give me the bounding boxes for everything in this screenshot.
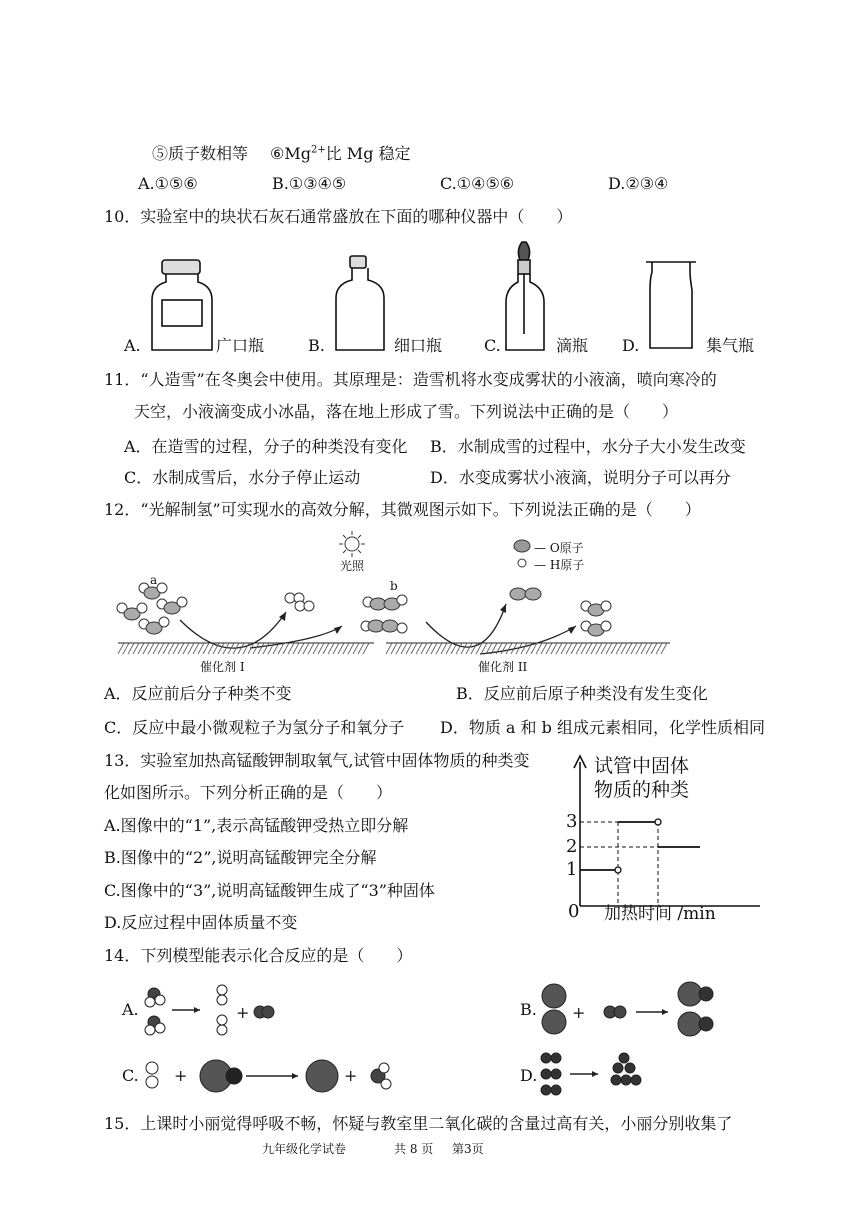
ground-hatch-line — [521, 643, 527, 654]
ground-hatch-line — [446, 643, 452, 654]
ground-hatch-line — [441, 643, 447, 654]
ground-hatch-line — [426, 643, 432, 654]
q12-option-b: B．反应前后原子种类没有发生变化 — [456, 684, 708, 703]
narrow-mouth-bottle-icon — [336, 256, 384, 350]
ground-hatch-line — [591, 643, 597, 654]
ground-hatch-line — [118, 643, 124, 654]
ground-hatch-line — [616, 643, 622, 654]
ground-hatch-line — [358, 643, 364, 654]
ground-hatch-line — [566, 643, 572, 654]
q13-graph-ylabel-1: 试管中固体 — [594, 755, 690, 777]
q9-choice-b: B.①③④⑤ — [272, 174, 347, 193]
ground-hatch-line — [586, 643, 592, 654]
ground-hatch-line — [526, 643, 532, 654]
ground-hatch-line — [631, 643, 637, 654]
q14-label-a: A. — [122, 1000, 139, 1019]
q11-stem-line2: 天空，小液滴变成小冰晶，落在地上形成了雪。下列说法中正确的是（ ） — [134, 402, 679, 421]
ground-hatch-line — [188, 643, 194, 654]
ground-hatch-line — [401, 643, 407, 654]
q13-step-graph — [560, 750, 770, 930]
oxygen-atom-legend-icon — [514, 540, 530, 552]
ground-hatch-line — [268, 643, 274, 654]
q11-option-a: A．在造雪的过程，分子的种类没有变化 — [124, 437, 408, 456]
gas-collecting-bottle-icon — [646, 262, 696, 348]
ground-hatch-line — [143, 643, 149, 654]
q11-option-d: D．水变成雾状小液滴，说明分子可以再分 — [430, 468, 731, 487]
ground-hatch-line — [581, 643, 587, 654]
ground-hatch-line — [193, 643, 199, 654]
q12-option-a: A．反应前后分子种类不变 — [104, 684, 292, 703]
q14-label-c: C. — [122, 1066, 139, 1085]
q11-option-b: B．水制成雪的过程中，水分子大小发生改变 — [430, 437, 746, 456]
q14-model-d — [536, 1050, 656, 1100]
ground-hatch-line — [293, 643, 299, 654]
ground-hatch-line — [636, 643, 642, 654]
q12-legend-hydrogen: — H原子 — [534, 558, 585, 572]
ground-hatch-line — [506, 643, 512, 654]
sun-icon — [339, 531, 365, 557]
q14-stem: 14．下列模型能表示化合反应的是（ ） — [104, 946, 413, 965]
ground-hatch-line — [651, 643, 657, 654]
ground-hatch-line — [163, 643, 169, 654]
ground-hatch-line — [571, 643, 577, 654]
q14-label-d: D. — [520, 1066, 538, 1085]
wide-mouth-bottle-icon — [152, 260, 212, 350]
ground-hatch-line — [243, 643, 249, 654]
ground-hatch-line — [238, 643, 244, 654]
ground-hatch-line — [496, 643, 502, 654]
ground-hatch-line — [343, 643, 349, 654]
ground-hatch-line — [551, 643, 557, 654]
ground-hatch-line — [556, 643, 562, 654]
dropper-bottle-icon — [506, 242, 544, 350]
ground-hatch-line — [283, 643, 289, 654]
q12-option-c: C．反应中最小微观粒子为氢分子和氧分子 — [104, 718, 405, 737]
ground-hatch-line — [303, 643, 309, 654]
ground-hatch-line — [198, 643, 204, 654]
q13-stem-line2: 化如图所示。下列分析正确的是（ ） — [104, 783, 393, 802]
q12-label-b: b — [390, 579, 398, 593]
q13-option-c: C.图像中的“3”,说明高锰酸钾生成了“3”种固体 — [104, 881, 435, 900]
ground-hatch-line — [576, 643, 582, 654]
ground-hatch-line — [466, 643, 472, 654]
q9-choice-c: C.①④⑤⑥ — [440, 174, 515, 193]
ground-hatch-line — [421, 643, 427, 654]
q14-model-c — [120, 1052, 410, 1102]
q9-choice-a: A.①⑤⑥ — [138, 174, 198, 193]
q11-option-c: C．水制成雪后，水分子停止运动 — [124, 468, 361, 487]
ground-hatch-line — [353, 643, 359, 654]
q13-graph-xlabel: 加热时间 /min — [604, 904, 716, 924]
ground-hatch-line — [431, 643, 437, 654]
q10-name-b: 细口瓶 — [394, 336, 443, 355]
ground-hatch-line — [406, 643, 412, 654]
q14-plus-c1: + — [174, 1066, 188, 1085]
ground-hatch-line — [123, 643, 129, 654]
q10-letter-a: A. — [124, 336, 141, 355]
footer-total-pages: 共 8 页 — [394, 1142, 434, 1156]
ground-hatch-line — [173, 643, 179, 654]
ground-hatch-line — [541, 643, 547, 654]
ground-hatch-line — [263, 643, 269, 654]
q9-option-6: $⑥Mg^{2+}$比 Mg 稳定 — [270, 144, 411, 163]
q15-stem: 15．上课时小丽觉得呼吸不畅，怀疑与教室里二氧化碳的含量过高有关，小丽分别收集了 — [104, 1114, 733, 1133]
ground-hatch-line — [318, 643, 324, 654]
q10-stem: 10．实验室中的块状石灰石通常盛放在下面的哪种仪器中（ ） — [104, 207, 573, 226]
ground-hatch-line — [621, 643, 627, 654]
q12-legend-oxygen: — O原子 — [534, 541, 584, 555]
q10-name-d: 集气瓶 — [706, 336, 755, 355]
q14-label-b: B. — [520, 1000, 537, 1019]
ground-hatch-line — [338, 643, 344, 654]
ground-hatch-line — [363, 643, 369, 654]
q13-graph-tick-2: 2 — [566, 836, 578, 857]
ground-hatch-line — [611, 643, 617, 654]
footer-title: 九年级化学试卷 — [262, 1142, 347, 1156]
ground-hatch-line — [208, 643, 214, 654]
q12-catalyst-2: 催化剂 II — [478, 660, 528, 674]
ground-hatch-line — [471, 643, 477, 654]
ground-hatch-line — [328, 643, 334, 654]
q10-name-c: 滴瓶 — [556, 336, 589, 355]
q14-plus-b: + — [572, 1003, 586, 1022]
ground-hatch-line — [178, 643, 184, 654]
ground-hatch-line — [461, 643, 467, 654]
q13-graph-origin: 0 — [568, 901, 580, 922]
q13-option-b: B.图像中的“2”,说明高锰酸钾完全分解 — [104, 848, 377, 867]
ground-hatch-line — [391, 643, 397, 654]
ground-hatch-line — [313, 643, 319, 654]
q12-photolysis-diagram — [100, 530, 760, 675]
ground-hatch-line — [396, 643, 402, 654]
q9-choice-d: D.②③④ — [608, 174, 669, 193]
footer-page-number: 第3页 — [452, 1142, 484, 1156]
ground-hatch-line — [308, 643, 314, 654]
ground-hatch-line — [481, 643, 487, 654]
q12-option-d: D．物质 a 和 b 组成元素相同，化学性质相同 — [440, 718, 765, 737]
ground-hatch-line — [168, 643, 174, 654]
ground-hatch-line — [223, 643, 229, 654]
ground-hatch-line — [536, 643, 542, 654]
ground-hatch-line — [546, 643, 552, 654]
q13-graph-tick-3: 3 — [566, 811, 578, 832]
q14-model-a — [120, 980, 280, 1040]
open-point — [655, 819, 661, 825]
q13-option-a: A.图像中的“1”,表示高锰酸钾受热立即分解 — [104, 816, 409, 835]
ground-hatch-line — [148, 643, 154, 654]
ground-hatch-line — [203, 643, 209, 654]
q12-label-a: a — [150, 573, 158, 587]
ground-hatch-line — [218, 643, 224, 654]
ground-hatch-line — [501, 643, 507, 654]
q14-model-b — [536, 980, 736, 1040]
q10-name-a: 广口瓶 — [216, 336, 265, 355]
ground-hatch-line — [298, 643, 304, 654]
ground-hatch-line — [323, 643, 329, 654]
q12-light-label: 光照 — [340, 559, 365, 573]
ground-hatch-line — [386, 643, 392, 654]
ground-hatch-line — [601, 643, 607, 654]
q12-catalyst-1: 催化剂 I — [200, 660, 245, 674]
q10-letter-d: D. — [622, 336, 640, 355]
ground-hatch-line — [128, 643, 134, 654]
ground-hatch-line — [253, 643, 259, 654]
ground-hatch-line — [606, 643, 612, 654]
q13-stem-line1: 13．实验室加热高锰酸钾制取氧气,试管中固体物质的种类变 — [104, 751, 530, 770]
q13-graph-tick-1: 1 — [566, 859, 578, 880]
q10-letter-c: C. — [484, 336, 501, 355]
ground-hatch-line — [258, 643, 264, 654]
q13-option-d: D.反应过程中固体质量不变 — [104, 913, 298, 932]
ground-hatch-line — [153, 643, 159, 654]
ground-hatch-line — [411, 643, 417, 654]
q13-graph-ylabel-2: 物质的种类 — [594, 779, 690, 801]
ground-hatch-line — [661, 643, 667, 654]
q14-plus-c2: + — [344, 1066, 358, 1085]
ground-hatch-line — [183, 643, 189, 654]
q12-stem: 12．“光解制氢”可实现水的高效分解，其微观图示如下。下列说法正确的是（ ） — [104, 500, 701, 519]
q9-option-5: ⑤质子数相等 — [152, 144, 249, 163]
q14-plus-a: + — [236, 1003, 250, 1022]
q11-stem-line1: 11．“人造雪”在冬奥会中使用。其原理是：造雪机将水变成雾状的小液滴，喷向寒冷的 — [104, 370, 717, 389]
ground-hatch-line — [626, 643, 632, 654]
ground-hatch-line — [333, 643, 339, 654]
open-point — [615, 867, 621, 873]
ground-hatch-line — [348, 643, 354, 654]
q10-letter-b: B. — [308, 336, 325, 355]
ground-hatch-line — [596, 643, 602, 654]
ground-hatch-line — [646, 643, 652, 654]
ground-hatch-line — [133, 643, 139, 654]
ground-hatch-line — [561, 643, 567, 654]
ground-hatch-line — [158, 643, 164, 654]
hydrogen-atom-legend-icon — [518, 559, 526, 567]
ground-hatch-line — [641, 643, 647, 654]
ground-hatch-line — [288, 643, 294, 654]
ground-hatch-line — [656, 643, 662, 654]
ground-hatch-line — [436, 643, 442, 654]
ground-hatch-line — [138, 643, 144, 654]
ground-hatch-line — [416, 643, 422, 654]
